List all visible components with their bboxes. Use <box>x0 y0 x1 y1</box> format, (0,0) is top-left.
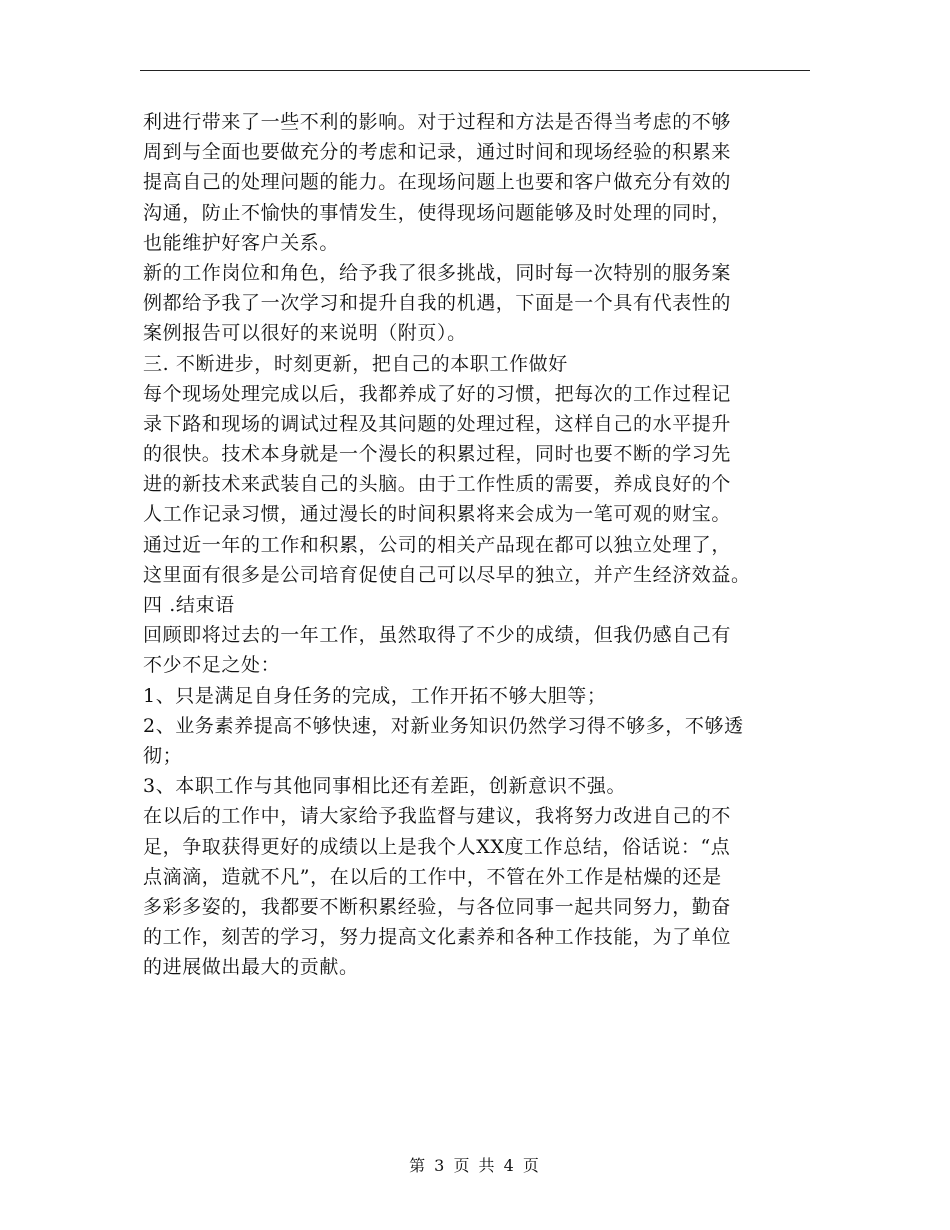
text-line: 进的新技术来武装自己的头脑。由于工作性质的需要，养成良好的个 <box>143 473 732 496</box>
text-line: 通过近一年的工作和积累，公司的相关产品现在都可以独立处理了， <box>143 533 732 556</box>
text-line: 提高自己的处理问题的能力。在现场问题上也要和客户做充分有效的 <box>143 171 732 194</box>
list-item: 2、业务素养提高不够快速，对新业务知识仍然学习得不够多，不够透 <box>143 714 744 737</box>
text-line: 不少不足之处： <box>143 654 281 677</box>
text-line: 利进行带来了一些不利的影响。对于过程和方法是否得当考虑的不够 <box>143 111 732 133</box>
text-line: 沟通，防止不愉快的事情发生，使得现场问题能够及时处理的同时， <box>143 201 732 224</box>
text-line: 人工作记录习惯，通过漫长的时间积累将来会成为一笔可观的财宝。 <box>143 503 732 526</box>
text-line: 点滴滴，造就不凡”，在以后的工作中，不管在外工作是枯燥的还是 <box>143 865 722 888</box>
text-line: 新的工作岗位和角色，给予我了很多挑战，同时每一次特别的服务案 <box>143 261 732 284</box>
text-line: 这里面有很多是公司培育促使自己可以尽早的独立，并产生经济效益。 <box>143 563 751 586</box>
page-number-footer: 第 3 页 共 4 页 <box>409 1156 541 1175</box>
text-line: 周到与全面也要做充分的考虑和记录，通过时间和现场经验的积累来 <box>143 141 732 164</box>
header-rule <box>140 70 810 71</box>
text-line: 的进展做出最大的贡献。 <box>143 956 359 979</box>
list-item-continuation: 彻； <box>143 744 183 767</box>
text-line: 例都给予我了一次学习和提升自我的机遇，下面是一个具有代表性的 <box>143 292 732 315</box>
text-line: 录下路和现场的调试过程及其问题的处理过程，这样自己的水平提升 <box>143 412 732 435</box>
text-line: 在以后的工作中，请大家给予我监督与建议，我将努力改进自己的不 <box>143 805 732 828</box>
text-line: 每个现场处理完成以后，我都养成了好的习惯，把每次的工作过程记 <box>143 382 732 405</box>
list-item: 1、只是满足自身任务的完成，工作开拓不够大胆等； <box>143 684 607 707</box>
text-line: 的工作，刻苦的学习，努力提高文化素养和各种工作技能，为了单位 <box>143 926 732 949</box>
text-line: 也能维护好客户关系。 <box>143 231 340 254</box>
text-line: 多彩多姿的，我都要不断积累经验，与各位同事一起共同努力，勤奋 <box>143 895 732 918</box>
text-line: 案例报告可以很好的来说明（附页）。 <box>143 322 467 345</box>
list-item: 3、本职工作与其他同事相比还有差距，创新意识不强。 <box>143 775 627 798</box>
text-line: 回顾即将过去的一年工作，虽然取得了不少的成绩，但我仍感自己有 <box>143 624 732 647</box>
section-heading-3: 三. 不断进步，时刻更新，把自己的本职工作做好 <box>143 352 568 375</box>
document-body <box>143 107 813 982</box>
text-line: 的很快。技术本身就是一个漫长的积累过程，同时也要不断的学习先 <box>143 443 732 466</box>
text-line: 足，争取获得更好的成绩以上是我个人XX度工作总结，俗话说：“点 <box>143 835 731 858</box>
section-heading-4: 四 .结束语 <box>143 594 235 616</box>
